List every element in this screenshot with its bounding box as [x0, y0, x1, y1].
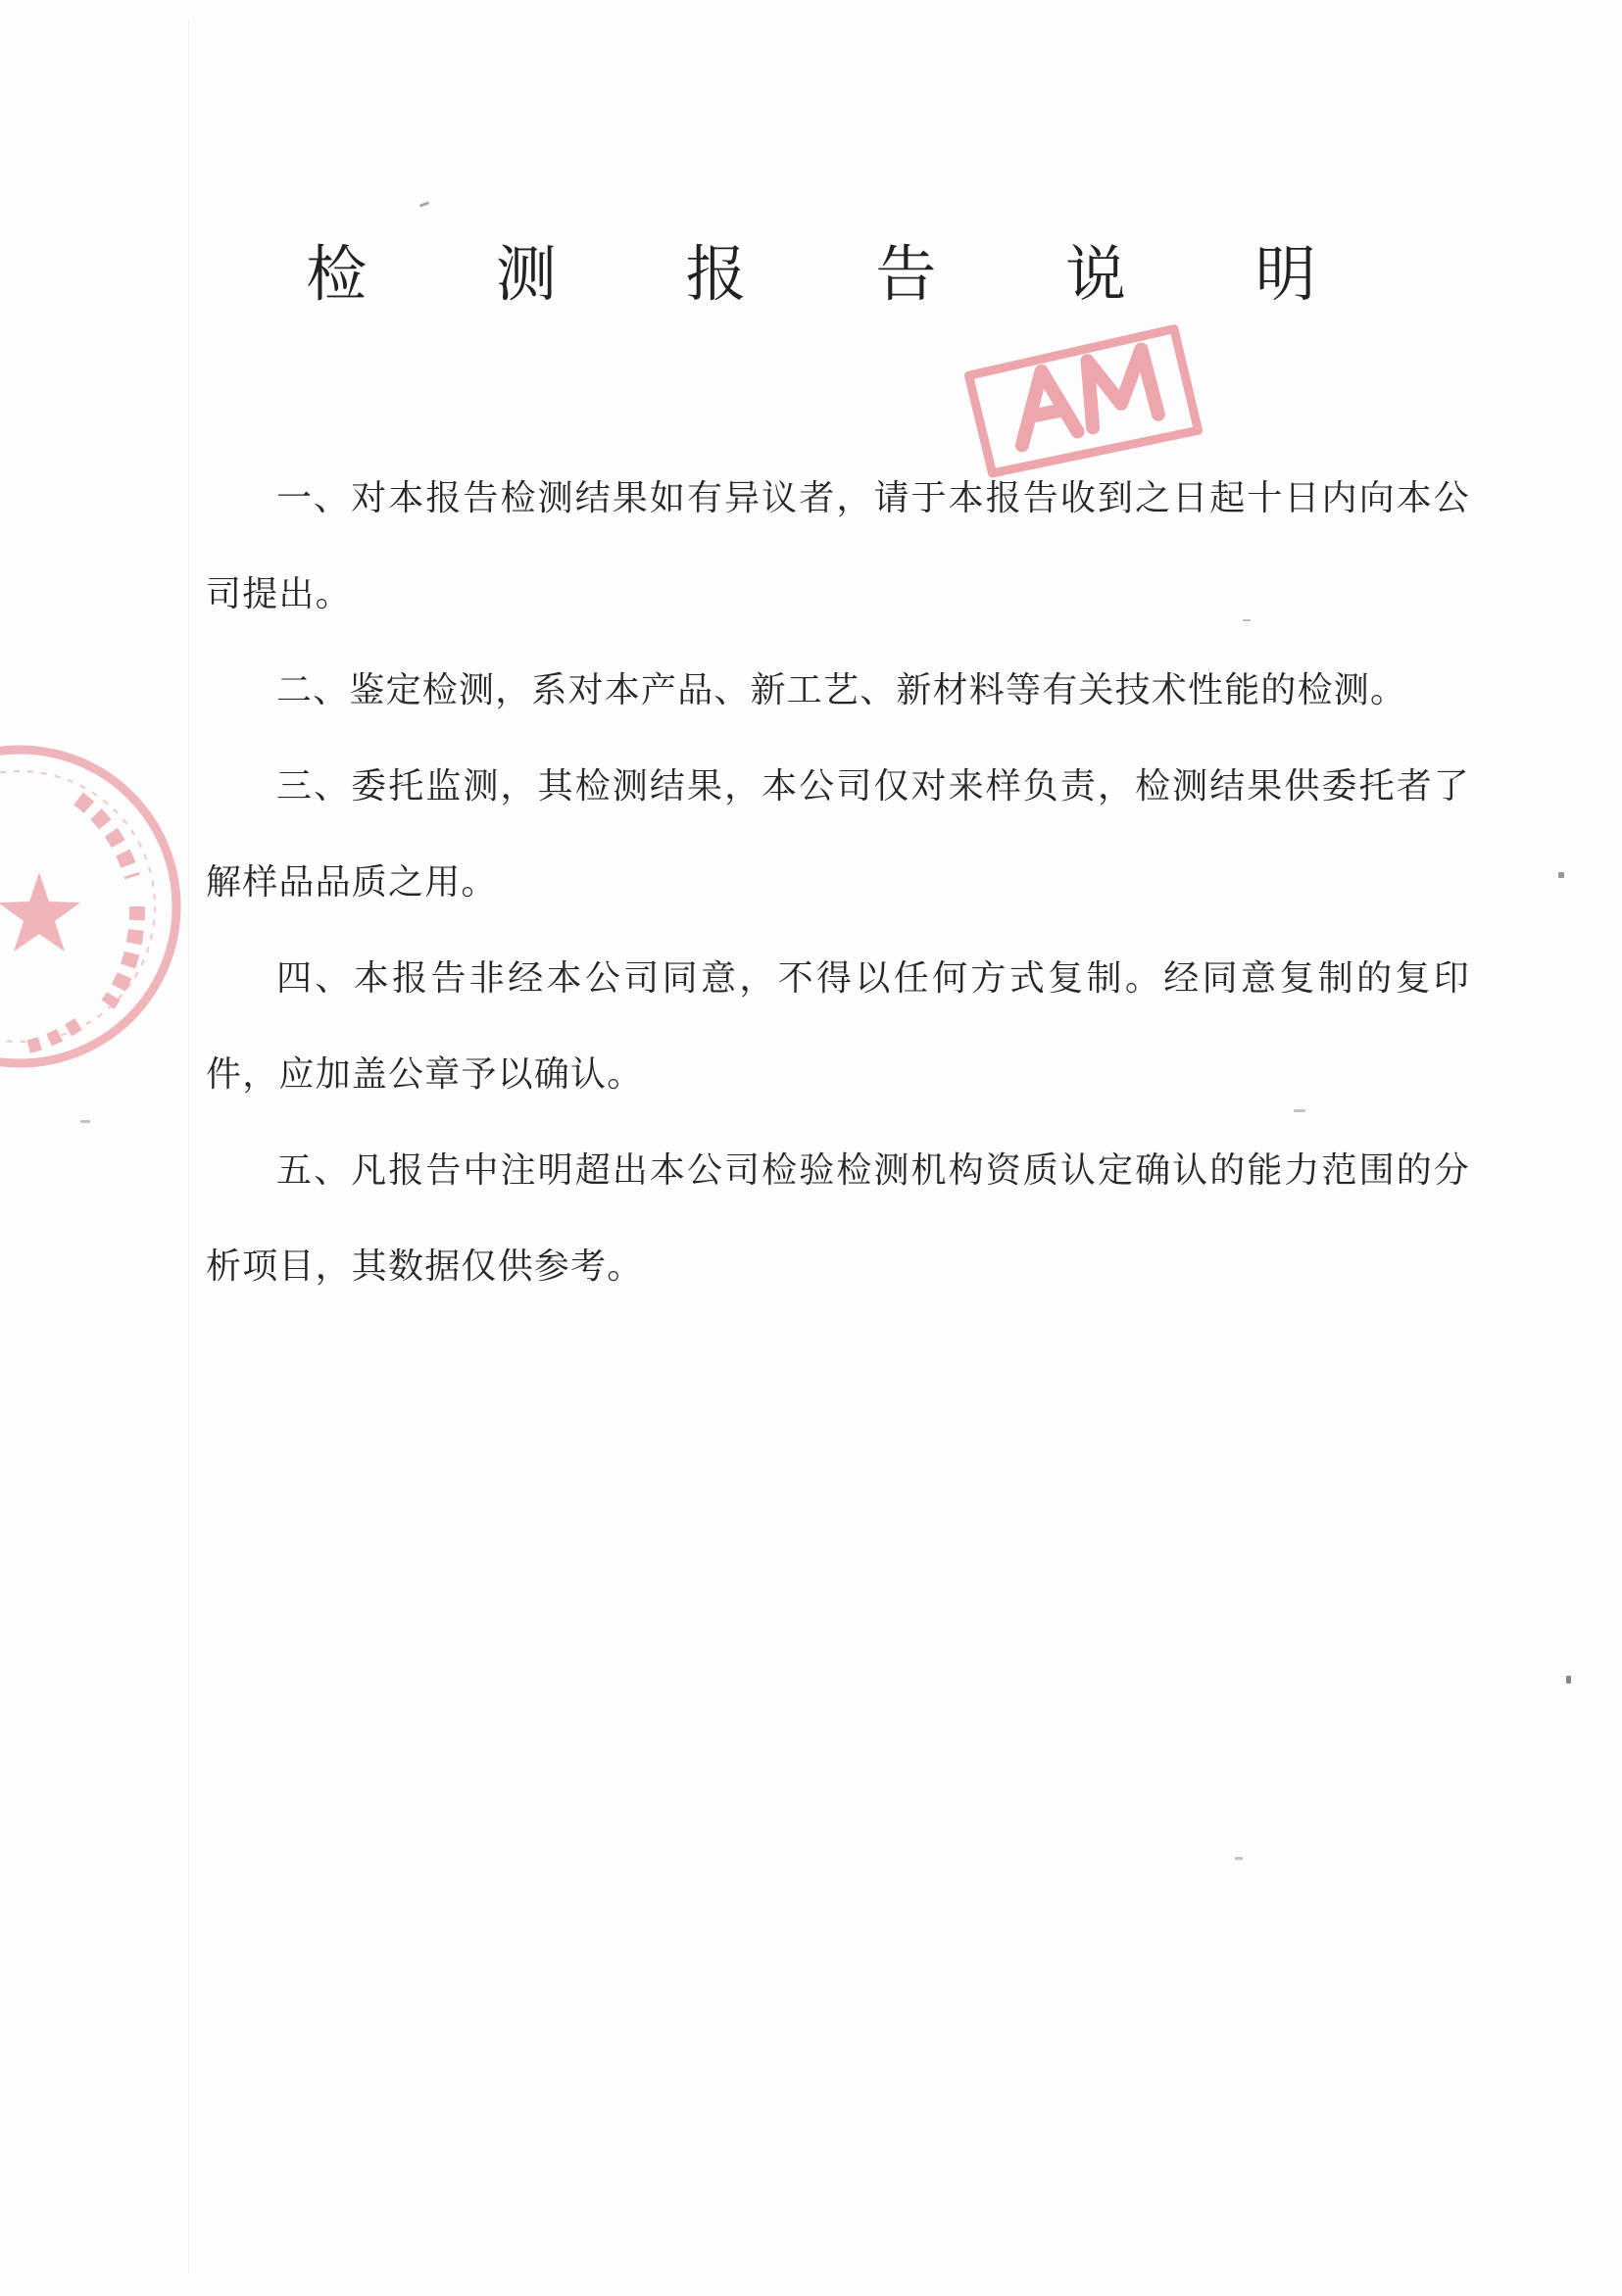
scan-speck: [80, 1120, 90, 1123]
company-seal: [0, 740, 186, 1073]
term-item-2: 二、鉴定检测，系对本产品、新工艺、新材料等有关技术性能的检测。: [276, 670, 1407, 710]
scan-speck: [1235, 1857, 1243, 1860]
document-title: 检 测 报 告 说 明: [306, 238, 1371, 310]
term-item-1: 一、对本报告检测结果如有异议者，请于本报告收到之日起十日内向本公司提出。: [206, 478, 1470, 614]
scan-speck: [1566, 1676, 1571, 1684]
term-item-3: 三、委托监测，其检测结果，本公司仅对来样负责，检测结果供委托者了解样品品质之用。: [206, 766, 1470, 903]
terms-list: [206, 451, 1470, 1315]
term-item-5: 五、凡报告中注明超出本公司检验检测机构资质认定确认的能力范围的分析项目，其数据仅供参考。: [206, 1150, 1470, 1287]
scan-speck: [1243, 619, 1251, 621]
term-item-4: 四、本报告非经本公司同意，不得以任何方式复制。经同意复制的复印件，应加盖公章予以确认。: [206, 958, 1470, 1095]
scan-speck: [419, 201, 429, 207]
scan-speck: [1558, 872, 1564, 878]
scan-speck: [1294, 1109, 1305, 1112]
page-fold-line: [188, 20, 189, 2273]
